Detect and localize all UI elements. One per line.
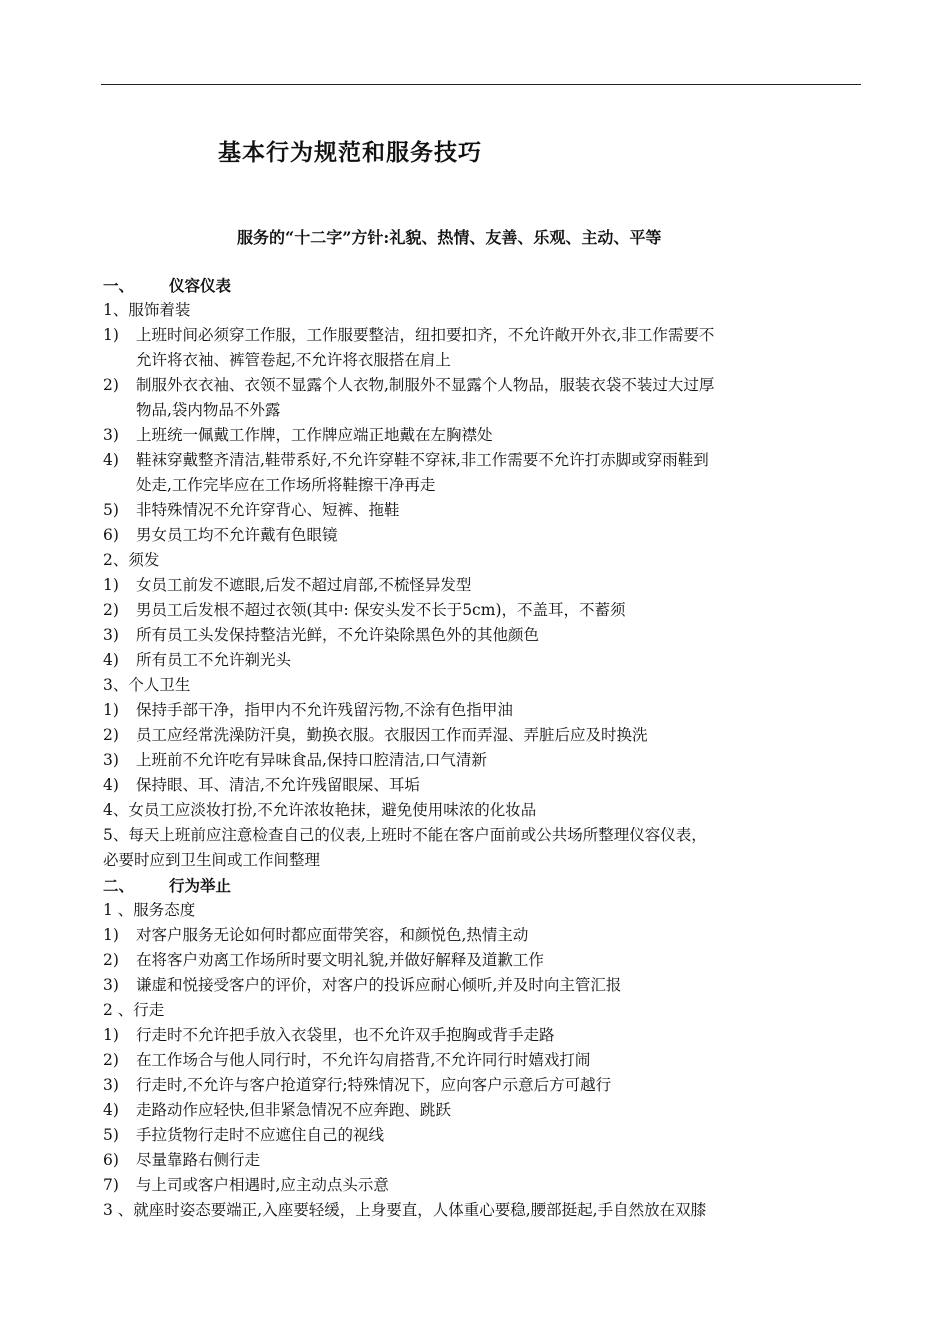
list-item (103, 1023, 863, 1048)
list-item (103, 323, 863, 348)
item-text: 上班统一佩戴工作牌，工作牌应端正地戴在左胸襟处 (136, 426, 493, 444)
item-text: 行走时,不允许与客户抢道穿行;特殊情况下，应向客户示意后方可越行 (136, 1076, 612, 1094)
item-number: 3) (103, 426, 119, 444)
subsection-heading: 2 、行走 (103, 1001, 165, 1019)
list-item (103, 1173, 863, 1198)
document-title: 基本行为规范和服务技巧 (218, 139, 482, 166)
item-text: 非特殊情况不允许穿背心、短裤、拖鞋 (136, 501, 400, 519)
section-number: 二、 (103, 876, 135, 895)
item-text: 男女员工均不允许戴有色眼镜 (136, 526, 338, 544)
item-text: 上班时间必须穿工作服，工作服要整洁，纽扣要扣齐，不允许敞开外衣,非工作需要不 (136, 326, 715, 344)
item-number: 6) (103, 526, 119, 544)
list-item (103, 648, 863, 673)
item-text: 对客户服务无论如何时都应面带笑容，和颜悦色,热情主动 (136, 926, 529, 944)
item-text: 谦虚和悦接受客户的评价，对客户的投诉应耐心倾听,并及时向主管汇报 (136, 976, 622, 994)
list-item (103, 1048, 863, 1073)
item-text: 鞋袜穿戴整齐清洁,鞋带系好,不允许穿鞋不穿袜,非工作需要不允许打赤脚或穿雨鞋到 (136, 451, 709, 469)
list-item (103, 573, 863, 598)
item-number: 3) (103, 1076, 119, 1094)
list-item (103, 973, 863, 998)
subsection-heading: 1、服饰着装 (103, 301, 191, 319)
item-number: 2) (103, 1051, 119, 1069)
subsection-heading: 3 、就座时姿态要端正,入座要轻缓，上身要直，人体重心要稳,腰部挺起,手自然放在双膝 (103, 1201, 707, 1219)
list-item-continuation: 允许将衣袖、裤管卷起,不允许将衣服搭在肩上 (136, 351, 451, 369)
list-item (103, 698, 863, 723)
section-heading (103, 873, 863, 898)
item-text: 行走时不允许把手放入衣袋里，也不允许双手抱胸或背手走路 (136, 1026, 555, 1044)
item-number: 7) (103, 1176, 119, 1194)
item-number: 1) (103, 326, 119, 344)
item-text: 员工应经常洗澡防汗臭，勤换衣服。衣服因工作而弄湿、弄脏后应及时换洗 (136, 726, 648, 744)
item-number: 2) (103, 726, 119, 744)
item-number: 4) (103, 1101, 119, 1119)
item-text: 女员工前发不遮眼,后发不超过肩部,不梳怪异发型 (136, 576, 472, 594)
item-text: 在工作场合与他人同行时，不允许勾肩搭背,不允许同行时嬉戏打闹 (136, 1051, 591, 1069)
item-number: 5) (103, 501, 119, 519)
item-number: 5) (103, 1126, 119, 1144)
item-text: 上班前不允许吃有异味食品,保持口腔清洁,口气清新 (136, 751, 487, 769)
item-text: 男员工后发根不超过衣领(其中: 保安头发不长于5cm)，不盖耳，不蓄须 (136, 601, 626, 619)
item-number: 6) (103, 1151, 119, 1169)
list-item (103, 423, 863, 448)
item-number: 2) (103, 376, 119, 394)
item-text: 所有员工不允许剃光头 (136, 651, 292, 669)
item-number: 3) (103, 751, 119, 769)
subsection-heading: 2、须发 (103, 551, 160, 569)
header-rule (101, 84, 861, 85)
item-text: 尽量靠路右侧行走 (136, 1151, 261, 1169)
list-item (103, 1073, 863, 1098)
list-item (103, 773, 863, 798)
list-item (103, 1098, 863, 1123)
list-item (103, 623, 863, 648)
list-item (103, 373, 863, 398)
section-heading (103, 273, 863, 298)
item-number: 2) (103, 601, 119, 619)
document-subtitle: 服务的“十二字”方针:礼貌、热情、友善、乐观、主动、平等 (237, 228, 662, 247)
list-item (103, 598, 863, 623)
subsection-continuation: 必要时应到卫生间或工作间整理 (103, 851, 321, 869)
item-number: 1) (103, 701, 119, 719)
item-text: 与上司或客户相遇时,应主动点头示意 (136, 1176, 389, 1194)
item-number: 3) (103, 976, 119, 994)
list-item (103, 723, 863, 748)
subsection-heading: 3、个人卫生 (103, 676, 191, 694)
item-text: 所有员工头发保持整洁光鲜，不允许染除黑色外的其他颜色 (136, 626, 540, 644)
list-item (103, 948, 863, 973)
subsection-heading: 5、每天上班前应注意检查自己的仪表,上班时不能在客户面前或公共场所整理仪容仪表， (103, 826, 707, 844)
subsection-heading: 4、女员工应淡妆打扮,不允许浓妆艳抹，避免使用味浓的化妆品 (103, 801, 537, 819)
item-number: 3) (103, 626, 119, 644)
item-text: 保持眼、耳、清洁,不允许残留眼屎、耳垢 (136, 776, 420, 794)
item-text: 手拉货物行走时不应遮住自己的视线 (136, 1126, 385, 1144)
list-item (103, 498, 863, 523)
item-text: 走路动作应轻快,但非紧急情况不应奔跑、跳跃 (136, 1101, 451, 1119)
item-number: 4) (103, 451, 119, 469)
item-number: 4) (103, 776, 119, 794)
list-item (103, 1123, 863, 1148)
list-item-continuation: 处走,工作完毕应在工作场所将鞋擦干净再走 (136, 476, 436, 494)
list-item (103, 748, 863, 773)
item-number: 1) (103, 1026, 119, 1044)
list-item (103, 523, 863, 548)
section-number: 一、 (103, 276, 135, 295)
item-text: 保持手部干净，指甲内不允许残留污物,不涂有色指甲油 (136, 701, 513, 719)
item-number: 4) (103, 651, 119, 669)
section-title: 仪容仪表 (169, 276, 232, 295)
item-number: 2) (103, 951, 119, 969)
list-item (103, 448, 863, 473)
list-item (103, 923, 863, 948)
section-title: 行为举止 (169, 876, 232, 895)
item-number: 1) (103, 576, 119, 594)
item-text: 在将客户劝离工作场所时要文明礼貌,并做好解释及道歉工作 (136, 951, 544, 969)
list-item (103, 1148, 863, 1173)
item-number: 1) (103, 926, 119, 944)
item-text: 制服外衣衣袖、衣领不显露个人衣物,制服外不显露个人物品，服装衣袋不装过大过厚 (136, 376, 715, 394)
subsection-heading: 1 、服务态度 (103, 901, 196, 919)
list-item-continuation: 物品,袋内物品不外露 (136, 401, 281, 419)
document-body (103, 273, 863, 1223)
